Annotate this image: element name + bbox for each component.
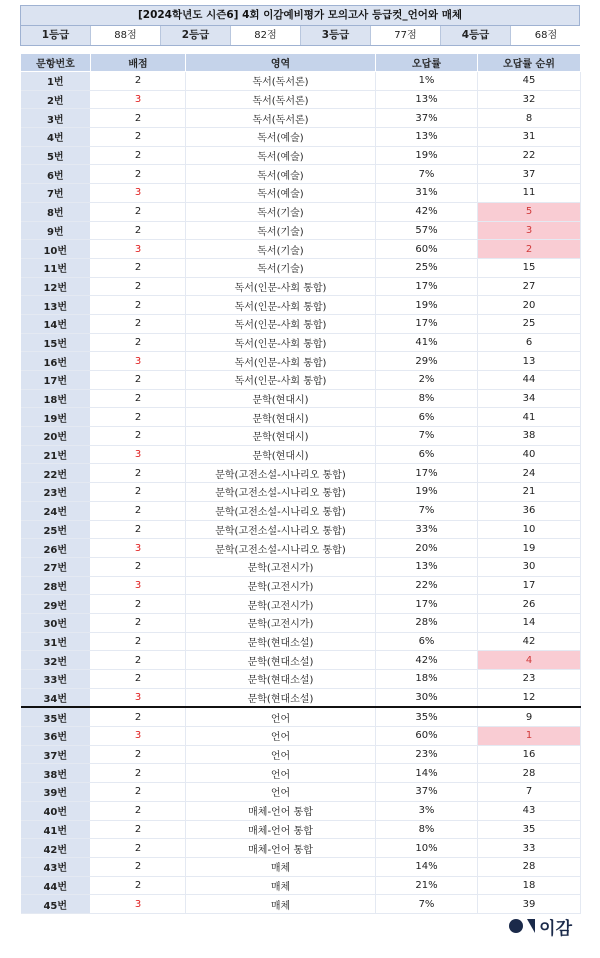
- table-row: [21, 240, 581, 259]
- grade-score-4: 68점: [511, 26, 581, 45]
- table-row: [21, 483, 581, 502]
- error-rank-cell: 12: [478, 688, 581, 707]
- error-rate-cell: 41%: [376, 333, 478, 352]
- error-rank-cell: 45: [478, 72, 581, 91]
- area-cell: 문학(고전시가): [186, 595, 376, 614]
- question-number: 16번: [21, 352, 91, 371]
- error-rate-cell: 37%: [376, 783, 478, 802]
- area-cell: 독서(인문-사회 통합): [186, 333, 376, 352]
- points-cell: 2: [91, 707, 186, 726]
- question-number: 28번: [21, 576, 91, 595]
- question-number: 27번: [21, 557, 91, 576]
- area-cell: 독서(인문-사회 통합): [186, 314, 376, 333]
- error-rate-cell: 33%: [376, 520, 478, 539]
- table-row: [21, 820, 581, 839]
- points-cell: 3: [91, 539, 186, 558]
- area-cell: 문학(현대시): [186, 445, 376, 464]
- error-rate-cell: 17%: [376, 595, 478, 614]
- points-cell: 2: [91, 427, 186, 446]
- error-rank-cell: 6: [478, 333, 581, 352]
- points-cell: 2: [91, 613, 186, 632]
- table-row: [21, 165, 581, 184]
- table-row: [21, 464, 581, 483]
- area-cell: 언어: [186, 764, 376, 783]
- error-rank-cell: 43: [478, 801, 581, 820]
- question-number: 19번: [21, 408, 91, 427]
- points-cell: 2: [91, 520, 186, 539]
- area-cell: 매체-언어 통합: [186, 820, 376, 839]
- logo-circle-icon: [509, 919, 523, 933]
- header-error-rank: 오답률 순위: [478, 54, 581, 72]
- error-rate-cell: 18%: [376, 670, 478, 689]
- error-rate-cell: 7%: [376, 501, 478, 520]
- question-number: 34번: [21, 688, 91, 707]
- error-rate-cell: 42%: [376, 651, 478, 670]
- error-rate-cell: 6%: [376, 632, 478, 651]
- error-rank-cell: 23: [478, 670, 581, 689]
- area-cell: 언어: [186, 745, 376, 764]
- area-cell: 독서(인문-사회 통합): [186, 296, 376, 315]
- error-rate-cell: 60%: [376, 240, 478, 259]
- table-row: [21, 783, 581, 802]
- grade-label-3: 3등급: [301, 26, 371, 45]
- table-body: [21, 72, 581, 914]
- points-cell: 2: [91, 745, 186, 764]
- error-rate-cell: 37%: [376, 109, 478, 128]
- error-rate-cell: 31%: [376, 184, 478, 203]
- table-row: [21, 651, 581, 670]
- question-number: 15번: [21, 333, 91, 352]
- table-row: [21, 352, 581, 371]
- table-row: [21, 72, 581, 91]
- question-number: 4번: [21, 128, 91, 147]
- area-cell: 독서(독서론): [186, 109, 376, 128]
- table-row: [21, 576, 581, 595]
- error-rank-cell: 28: [478, 857, 581, 876]
- area-cell: 문학(현대소설): [186, 651, 376, 670]
- area-cell: 문학(현대소설): [186, 632, 376, 651]
- area-cell: 매체-언어 통합: [186, 839, 376, 858]
- points-cell: 3: [91, 445, 186, 464]
- error-rank-cell: 15: [478, 258, 581, 277]
- points-cell: 3: [91, 184, 186, 203]
- error-rate-cell: 30%: [376, 688, 478, 707]
- table-row: [21, 389, 581, 408]
- area-cell: 매체-언어 통합: [186, 801, 376, 820]
- logo-triangle-icon: [527, 919, 535, 933]
- table-row: [21, 408, 581, 427]
- table-row: [21, 221, 581, 240]
- error-rate-cell: 60%: [376, 727, 478, 746]
- question-number: 20번: [21, 427, 91, 446]
- table-row: [21, 520, 581, 539]
- question-number: 9번: [21, 221, 91, 240]
- question-number: 36번: [21, 727, 91, 746]
- error-rank-cell: 40: [478, 445, 581, 464]
- points-cell: 2: [91, 314, 186, 333]
- question-number: 32번: [21, 651, 91, 670]
- points-cell: 2: [91, 876, 186, 895]
- error-rank-cell: 9: [478, 707, 581, 726]
- error-rank-cell: 39: [478, 895, 581, 914]
- table-row: [21, 128, 581, 147]
- area-cell: 문학(고전소설-시나리오 통합): [186, 483, 376, 502]
- error-rate-cell: 7%: [376, 427, 478, 446]
- question-number: 3번: [21, 109, 91, 128]
- error-rate-cell: 7%: [376, 165, 478, 184]
- points-cell: 2: [91, 651, 186, 670]
- error-rate-cell: 25%: [376, 258, 478, 277]
- area-cell: 문학(현대소설): [186, 670, 376, 689]
- question-number: 35번: [21, 707, 91, 726]
- question-number: 10번: [21, 240, 91, 259]
- points-cell: 2: [91, 277, 186, 296]
- question-number: 24번: [21, 501, 91, 520]
- error-rate-cell: 23%: [376, 745, 478, 764]
- table-row: [21, 371, 581, 390]
- question-number: 8번: [21, 202, 91, 221]
- area-cell: 독서(예술): [186, 165, 376, 184]
- area-cell: 독서(독서론): [186, 72, 376, 91]
- grade-cut-bar: [20, 25, 580, 46]
- table-row: [21, 670, 581, 689]
- error-rank-cell: 18: [478, 876, 581, 895]
- error-rank-cell: 41: [478, 408, 581, 427]
- points-cell: 2: [91, 557, 186, 576]
- area-cell: 문학(현대시): [186, 389, 376, 408]
- error-rate-cell: 28%: [376, 613, 478, 632]
- points-cell: 2: [91, 595, 186, 614]
- area-cell: 독서(기술): [186, 258, 376, 277]
- grade-score-3: 77점: [371, 26, 441, 45]
- points-cell: 2: [91, 371, 186, 390]
- question-number: 29번: [21, 595, 91, 614]
- question-number: 23번: [21, 483, 91, 502]
- table-row: [21, 184, 581, 203]
- points-cell: 2: [91, 501, 186, 520]
- error-rank-cell: 16: [478, 745, 581, 764]
- error-rate-cell: 6%: [376, 445, 478, 464]
- points-cell: 3: [91, 90, 186, 109]
- area-cell: 독서(예술): [186, 146, 376, 165]
- footer: [20, 914, 580, 954]
- document: [20, 0, 580, 914]
- error-rate-table: [20, 53, 581, 914]
- error-rate-cell: 10%: [376, 839, 478, 858]
- area-cell: 독서(인문-사회 통합): [186, 277, 376, 296]
- question-number: 39번: [21, 783, 91, 802]
- error-rank-cell: 42: [478, 632, 581, 651]
- error-rate-cell: 2%: [376, 371, 478, 390]
- table-row: [21, 727, 581, 746]
- area-cell: 언어: [186, 783, 376, 802]
- error-rate-cell: 13%: [376, 128, 478, 147]
- points-cell: 3: [91, 688, 186, 707]
- error-rank-cell: 44: [478, 371, 581, 390]
- points-cell: 2: [91, 764, 186, 783]
- question-number: 7번: [21, 184, 91, 203]
- error-rate-cell: 13%: [376, 557, 478, 576]
- header-question-no: 문항번호: [21, 54, 91, 72]
- grade-score-1: 88점: [91, 26, 161, 45]
- question-number: 38번: [21, 764, 91, 783]
- question-number: 41번: [21, 820, 91, 839]
- table-row: [21, 557, 581, 576]
- table-row: [21, 109, 581, 128]
- error-rank-cell: 7: [478, 783, 581, 802]
- table-row: [21, 745, 581, 764]
- table-row: [21, 296, 581, 315]
- error-rank-cell: 3: [478, 221, 581, 240]
- table-row: [21, 445, 581, 464]
- points-cell: 2: [91, 389, 186, 408]
- area-cell: 독서(기술): [186, 221, 376, 240]
- question-number: 31번: [21, 632, 91, 651]
- table-header-row: [21, 54, 581, 72]
- grade-label-4: 4등급: [441, 26, 511, 45]
- error-rank-cell: 13: [478, 352, 581, 371]
- question-number: 11번: [21, 258, 91, 277]
- error-rank-cell: 11: [478, 184, 581, 203]
- error-rank-cell: 31: [478, 128, 581, 147]
- area-cell: 매체: [186, 895, 376, 914]
- error-rate-cell: 21%: [376, 876, 478, 895]
- points-cell: 2: [91, 857, 186, 876]
- question-number: 1번: [21, 72, 91, 91]
- area-cell: 문학(고전소설-시나리오 통합): [186, 464, 376, 483]
- grade-label-2: 2등급: [161, 26, 231, 45]
- error-rank-cell: 20: [478, 296, 581, 315]
- question-number: 12번: [21, 277, 91, 296]
- area-cell: 독서(독서론): [186, 90, 376, 109]
- table-row: [21, 146, 581, 165]
- table-row: [21, 258, 581, 277]
- points-cell: 2: [91, 202, 186, 221]
- area-cell: 문학(현대소설): [186, 688, 376, 707]
- error-rate-cell: 42%: [376, 202, 478, 221]
- area-cell: 독서(기술): [186, 202, 376, 221]
- grade-score-2: 82점: [231, 26, 301, 45]
- error-rate-cell: 35%: [376, 707, 478, 726]
- area-cell: 문학(고전소설-시나리오 통합): [186, 520, 376, 539]
- error-rate-cell: 14%: [376, 764, 478, 783]
- points-cell: 2: [91, 839, 186, 858]
- question-number: 6번: [21, 165, 91, 184]
- points-cell: 3: [91, 895, 186, 914]
- error-rank-cell: 17: [478, 576, 581, 595]
- points-cell: 2: [91, 109, 186, 128]
- area-cell: 언어: [186, 707, 376, 726]
- question-number: 2번: [21, 90, 91, 109]
- header-error-rate: 오답률: [376, 54, 478, 72]
- question-number: 30번: [21, 613, 91, 632]
- error-rank-cell: 14: [478, 613, 581, 632]
- error-rank-cell: 19: [478, 539, 581, 558]
- error-rank-cell: 36: [478, 501, 581, 520]
- error-rank-cell: 26: [478, 595, 581, 614]
- question-number: 17번: [21, 371, 91, 390]
- table-row: [21, 427, 581, 446]
- table-row: [21, 632, 581, 651]
- error-rate-cell: 57%: [376, 221, 478, 240]
- brand-logo: [509, 914, 572, 939]
- error-rate-cell: 17%: [376, 314, 478, 333]
- table-row: [21, 333, 581, 352]
- grade-label-1: 1등급: [21, 26, 91, 45]
- error-rate-cell: 14%: [376, 857, 478, 876]
- points-cell: 2: [91, 408, 186, 427]
- points-cell: 3: [91, 727, 186, 746]
- points-cell: 2: [91, 801, 186, 820]
- area-cell: 매체: [186, 876, 376, 895]
- error-rank-cell: 10: [478, 520, 581, 539]
- area-cell: 독서(예술): [186, 128, 376, 147]
- error-rate-cell: 29%: [376, 352, 478, 371]
- error-rate-cell: 22%: [376, 576, 478, 595]
- points-cell: 3: [91, 576, 186, 595]
- question-number: 21번: [21, 445, 91, 464]
- error-rate-cell: 7%: [376, 895, 478, 914]
- error-rank-cell: 8: [478, 109, 581, 128]
- question-number: 13번: [21, 296, 91, 315]
- error-rank-cell: 5: [478, 202, 581, 221]
- table-row: [21, 202, 581, 221]
- question-number: 44번: [21, 876, 91, 895]
- area-cell: 문학(고전시가): [186, 576, 376, 595]
- table-row: [21, 595, 581, 614]
- question-number: 40번: [21, 801, 91, 820]
- points-cell: 3: [91, 352, 186, 371]
- error-rank-cell: 22: [478, 146, 581, 165]
- question-number: 22번: [21, 464, 91, 483]
- question-number: 26번: [21, 539, 91, 558]
- points-cell: 2: [91, 333, 186, 352]
- error-rate-cell: 17%: [376, 277, 478, 296]
- error-rank-cell: 24: [478, 464, 581, 483]
- logo-text: 이감: [539, 918, 572, 939]
- error-rank-cell: 2: [478, 240, 581, 259]
- area-cell: 독서(예술): [186, 184, 376, 203]
- error-rank-cell: 27: [478, 277, 581, 296]
- area-cell: 문학(고전시가): [186, 557, 376, 576]
- question-number: 43번: [21, 857, 91, 876]
- area-cell: 문학(현대시): [186, 427, 376, 446]
- error-rate-cell: 8%: [376, 389, 478, 408]
- table-row: [21, 688, 581, 707]
- area-cell: 문학(고전시가): [186, 613, 376, 632]
- error-rank-cell: 35: [478, 820, 581, 839]
- error-rate-cell: 20%: [376, 539, 478, 558]
- question-number: 33번: [21, 670, 91, 689]
- error-rank-cell: 4: [478, 651, 581, 670]
- error-rank-cell: 30: [478, 557, 581, 576]
- table-row: [21, 277, 581, 296]
- points-cell: 2: [91, 483, 186, 502]
- error-rank-cell: 33: [478, 839, 581, 858]
- error-rate-cell: 13%: [376, 90, 478, 109]
- points-cell: 2: [91, 820, 186, 839]
- error-rate-cell: 17%: [376, 464, 478, 483]
- question-number: 42번: [21, 839, 91, 858]
- points-cell: 2: [91, 72, 186, 91]
- error-rate-cell: 19%: [376, 146, 478, 165]
- points-cell: 3: [91, 240, 186, 259]
- points-cell: 2: [91, 632, 186, 651]
- area-cell: 문학(고전소설-시나리오 통합): [186, 539, 376, 558]
- error-rate-cell: 19%: [376, 483, 478, 502]
- area-cell: 문학(고전소설-시나리오 통합): [186, 501, 376, 520]
- header-points: 배점: [91, 54, 186, 72]
- question-number: 18번: [21, 389, 91, 408]
- error-rank-cell: 34: [478, 389, 581, 408]
- question-number: 14번: [21, 314, 91, 333]
- table-row: [21, 839, 581, 858]
- error-rate-cell: 6%: [376, 408, 478, 427]
- question-number: 37번: [21, 745, 91, 764]
- error-rank-cell: 25: [478, 314, 581, 333]
- error-rate-cell: 19%: [376, 296, 478, 315]
- table-row: [21, 801, 581, 820]
- points-cell: 2: [91, 165, 186, 184]
- table-row: [21, 707, 581, 726]
- area-cell: 독서(인문-사회 통합): [186, 371, 376, 390]
- error-rank-cell: 28: [478, 764, 581, 783]
- error-rate-cell: 8%: [376, 820, 478, 839]
- table-row: [21, 539, 581, 558]
- header-area: 영역: [186, 54, 376, 72]
- error-rank-cell: 38: [478, 427, 581, 446]
- question-number: 5번: [21, 146, 91, 165]
- error-rate-cell: 3%: [376, 801, 478, 820]
- question-number: 45번: [21, 895, 91, 914]
- error-rank-cell: 21: [478, 483, 581, 502]
- error-rank-cell: 1: [478, 727, 581, 746]
- table-row: [21, 876, 581, 895]
- area-cell: 매체: [186, 857, 376, 876]
- points-cell: 2: [91, 221, 186, 240]
- table-row: [21, 764, 581, 783]
- area-cell: 독서(기술): [186, 240, 376, 259]
- points-cell: 2: [91, 128, 186, 147]
- area-cell: 언어: [186, 727, 376, 746]
- table-row: [21, 613, 581, 632]
- points-cell: 2: [91, 258, 186, 277]
- table-row: [21, 314, 581, 333]
- area-cell: 문학(현대시): [186, 408, 376, 427]
- points-cell: 2: [91, 296, 186, 315]
- page-title: [2024학년도 시즌6] 4회 이감예비평가 모의고사 등급컷_언어와 매체: [20, 5, 580, 25]
- question-number: 25번: [21, 520, 91, 539]
- error-rate-cell: 1%: [376, 72, 478, 91]
- points-cell: 2: [91, 783, 186, 802]
- table-row: [21, 90, 581, 109]
- error-rank-cell: 37: [478, 165, 581, 184]
- error-rank-cell: 32: [478, 90, 581, 109]
- area-cell: 독서(인문-사회 통합): [186, 352, 376, 371]
- table-row: [21, 895, 581, 914]
- points-cell: 2: [91, 464, 186, 483]
- points-cell: 2: [91, 670, 186, 689]
- table-row: [21, 501, 581, 520]
- table-row: [21, 857, 581, 876]
- points-cell: 2: [91, 146, 186, 165]
